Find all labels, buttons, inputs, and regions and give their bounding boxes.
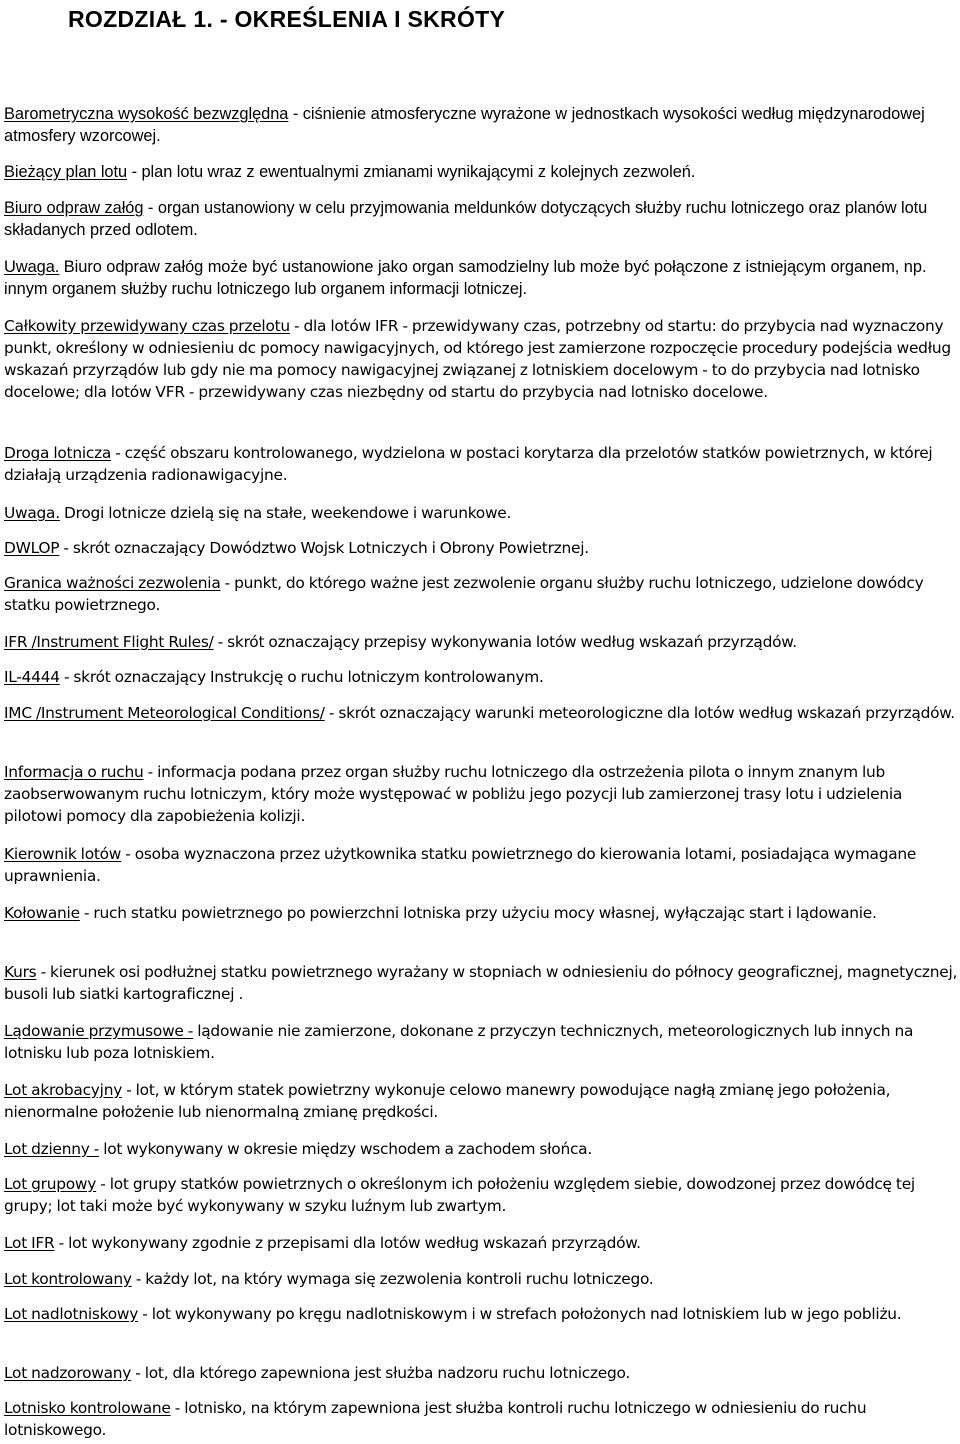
definition-text: lądowanie nie zamierzone, dokonane z przyczyn technicznych, meteorologicznych lub innych na lotnisku lub poza lotniskiem. (4, 1022, 914, 1062)
definition-entry (4, 1397, 960, 1441)
definition-text: - osoba wyznaczona przez użytkownika statku powietrznego do kierowania lotami, posiadająca wymagane uprawnienia. (4, 845, 917, 885)
definition-entry (4, 1232, 960, 1254)
definition-term: Granica ważności zezwolenia (4, 574, 221, 592)
definition-term: Droga lotnicza (4, 444, 112, 462)
definition-text: - skrót oznaczający przepisy wykonywania lotów według wskazań przyrządów. (213, 633, 797, 651)
definition-entry (4, 961, 960, 1005)
note-text: Drogi lotnicze dzielą się na stałe, weekendowe i warunkowe. (59, 504, 512, 522)
definition-term: Lot kontrolowany (4, 1270, 132, 1288)
definition-entry (4, 537, 960, 559)
definition-text: - każdy lot, na który wymaga się zezwolenia kontroli ruchu lotniczego. (131, 1270, 654, 1288)
definition-term: Lot grupowy (4, 1175, 97, 1193)
definition-text: - ruch statku powietrznego po powierzchni lotniska przy użyciu mocy własnej, wyłączając start i lądowanie. (79, 904, 877, 922)
definition-entry (4, 666, 960, 688)
definition-text: - lot, dla którego zapewniona jest służba nadzoru ruchu lotniczego. (131, 1364, 631, 1382)
definition-term: Lotnisko kontrolowane (4, 1399, 171, 1417)
definition-text: - lot wykonywany zgodnie z przepisami dla lotów według wskazań przyrządów. (54, 1234, 641, 1252)
definition-text: - punkt, do którego ważne jest zezwolenie organu służby ruchu lotniczego, udzielone dowódcy statku powietrznego. (4, 574, 924, 614)
definition-term: Barometryczna wysokość bezwzględna (4, 105, 289, 123)
definition-entry (4, 1268, 960, 1290)
definition-term: Bieżący plan lotu (4, 163, 128, 181)
definition-entry (4, 843, 960, 887)
definition-text: - skrót oznaczający Dowództwo Wojsk Lotniczych i Obrony Powietrznej. (59, 539, 589, 557)
definition-text: - kierunek osi podłużnej statku powietrznego wyrażany w stopniach w odniesieniu do północy geograficznej, magnetycznej, busoli lub siatki kartograficznej . (4, 963, 958, 1003)
definition-text: - skrót oznaczający warunki meteorologiczne dla lotów według wskazań przyrządów. (324, 704, 955, 722)
definition-term: IL-4444 (4, 668, 60, 686)
definition-text: lot wykonywany w okresie między wschodem a zachodem słońca. (99, 1140, 592, 1158)
note-entry (4, 256, 960, 300)
definition-entry (4, 702, 960, 724)
definition-term: Lądowanie przymusowe - (4, 1022, 194, 1040)
definition-text: - organ ustanowiony w celu przyjmowania meldunków dotyczących służby ruchu lotniczego oraz planów lotu składanych przed odlotem. (4, 199, 928, 239)
definition-text: - ciśnienie atmosferyczne wyrażone w jednostkach wysokości według międzynarodowej atmosfery wzorcowej. (4, 105, 925, 145)
definition-term: Informacja o ruchu (4, 763, 144, 781)
definition-term: Biuro odpraw załóg (4, 199, 144, 217)
definition-entry (4, 1138, 960, 1160)
definition-term: Lot IFR (4, 1234, 55, 1252)
definition-term: IFR /Instrument Flight Rules/ (4, 633, 214, 651)
definition-term: DWLOP (4, 539, 60, 557)
definition-entry (4, 197, 960, 241)
definition-text: - część obszaru kontrolowanego, wydzielona w postaci korytarza dla przelotów statków powietrznych, w której działają urządzenia radionawigacyjne. (4, 444, 933, 484)
definition-entry (4, 1303, 960, 1325)
definition-text: - dla lotów IFR - przewidywany czas, potrzebny od startu: do przybycia nad wyznaczony punkt, określony w odniesieniu dc pomocy nawigacyjnych, od którego jest zamierzone rozpoczęcie procedury podejścia według wskazań przyrządów lub gdy nie ma pomocy nawigacyjnej związanej z lotniskiem docelowym - to do przybycia nad lotnisko docelowe; dla lotów VFR - przewidywany czas niezbędny od startu do przybycia nad lotnisko docelowe. (4, 317, 951, 401)
note-text: Biuro odpraw załóg może być ustanowione jako organ samodzielny lub może być połączone z istniejącym organem, np. innym organem służby ruchu lotniczego lub organem informacji lotniczej. (4, 258, 927, 298)
definition-entry (4, 315, 960, 403)
definition-term: Całkowity przewidywany czas przelotu (4, 317, 290, 335)
definition-term: Lot nadzorowany (4, 1364, 132, 1382)
definition-entry (4, 902, 960, 924)
definition-entry (4, 161, 960, 183)
definition-entry (4, 1173, 960, 1217)
definition-entry (4, 631, 960, 653)
definition-term: IMC /Instrument Meteorological Conditions/ (4, 704, 325, 722)
definition-term: Kierownik lotów (4, 845, 122, 863)
definition-text: - informacja podana przez organ służby ruchu lotniczego dla ostrzeżenia pilota o innym znanym lub zaobserwowanym ruchu lotniczym, który może występować w pobliżu jego pozycji lub zamierzonej trasy lotu i udzielenia pilotowi pomocy dla zapobieżenia kolizji. (4, 763, 903, 825)
definition-entry (4, 1079, 960, 1123)
definition-entry (4, 572, 960, 616)
definition-entry (4, 442, 960, 486)
definition-entry (4, 1362, 960, 1384)
definition-text: - lot grupy statków powietrznych o określonym ich położeniu względem siebie, dowodzonej przez dowódcę tej grupy; lot taki może być wykonywany w szyku luźnym lub zwartym. (4, 1175, 915, 1215)
definition-term: Lot akrobacyjny (4, 1081, 123, 1099)
definition-text: - lot, w którym statek powietrzny wykonuje celowo manewry powodujące nagłą zmianę jego położenia, nienormalne położenie lub nienormalną zmianę prędkości. (4, 1081, 891, 1121)
definition-entry (4, 103, 960, 147)
note-label: Uwaga. (4, 504, 60, 522)
definition-text: - skrót oznaczający Instrukcję o ruchu lotniczym kontrolowanym. (59, 668, 544, 686)
chapter-title: ROZDZIAŁ 1. - OKREŚLENIA I SKRÓTY (68, 6, 506, 32)
definition-term: Lot dzienny - (4, 1140, 100, 1158)
note-entry (4, 502, 960, 524)
definition-entry (4, 761, 960, 827)
definition-text: - plan lotu wraz z ewentualnymi zmianami wynikającymi z kolejnych zezwoleń. (127, 163, 696, 181)
definition-entry (4, 1020, 960, 1064)
note-label: Uwaga. (4, 258, 60, 276)
definition-term: Kurs (4, 963, 37, 981)
definition-term: Kołowanie (4, 904, 80, 922)
definition-text: - lotnisko, na którym zapewniona jest służba kontroli ruchu lotniczego w odniesieniu do ruchu lotniskowego. (4, 1399, 867, 1439)
definition-term: Lot nadlotniskowy (4, 1305, 139, 1323)
definition-text: - lot wykonywany po kręgu nadlotniskowym i w strefach położonych nad lotniskiem lub w jego pobliżu. (138, 1305, 902, 1323)
